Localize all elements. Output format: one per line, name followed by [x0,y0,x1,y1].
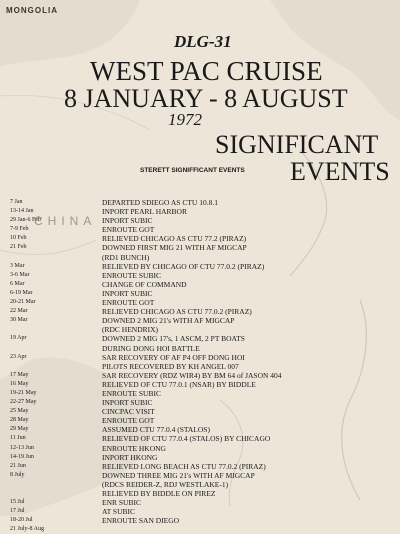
event-date: 28 May [10,417,29,424]
event-date: 3-6 Mar [10,271,30,278]
event-date: 7 Jan [10,199,23,205]
event-text: DOWNED 2 MIG 21's WITH AF MIGCAP [102,316,235,326]
event-row [10,525,400,534]
event-row [10,243,400,252]
event-date: 25 May [10,408,29,415]
event-date: 17 May [10,371,29,378]
event-row [10,416,400,425]
event-row [10,216,400,225]
event-date: 15 Jul [10,499,25,506]
event-date: 11 Jun [10,435,26,442]
event-row [10,480,400,489]
event-date: 7-9 Feb [10,226,29,233]
event-date: 19 Apr [10,335,27,342]
ship-designation: DLG-31 [174,32,232,51]
event-row [10,234,400,243]
event-text: INPORT SUBIC [102,216,153,226]
event-row [10,380,400,389]
event-date: 3 Mar [10,262,25,269]
event-text: RELIEVED BY CHICAGO OF CTU 77.0.2 (PIRAZ) [102,261,265,271]
event-date: 18-20 Jul [10,517,33,524]
event-text: DOWNED FIRST MIG 21 WITH AF MIGCAP [102,243,247,253]
event-row [10,371,400,380]
event-text: RELIEVED OF CTU 77.0.1 (NSAR) BY BIDDLE [102,379,256,389]
event-text: RELIEVED LONG BEACH AS CTU 77.0.2 (PIRAZ) [102,461,266,471]
event-date: 12-13 Jun [10,444,34,451]
event-text: INPORT SUBIC [102,398,153,408]
event-row [10,225,400,234]
event-text: CINCPAC VISIT [102,407,155,417]
event-text: CHANGE OF COMMAND [102,279,187,289]
event-text: INPORT PEARL HARBOR [102,207,187,217]
event-text: ENR SUBIC [102,498,141,508]
map-label-mongolia: MONGOLIA [6,6,58,15]
event-row [10,489,400,498]
year: 1972 [168,110,202,129]
event-row [10,444,400,453]
event-text: DURING DONG HOI BATTLE [102,343,200,353]
event-date: 20-21 Mar [10,299,36,306]
event-row [10,344,400,353]
event-text: SAR RECOVERY OF AF P4 OFF DONG HOI [102,352,245,362]
event-row [10,516,400,525]
event-text: ENROUTE SUBIC [102,270,161,280]
map-label-china: CHINA [34,214,97,228]
event-row [10,271,400,280]
event-text: AT SUBIC [102,507,135,517]
event-row [10,207,400,216]
title-line-1: WEST PAC CRUISE [90,56,323,86]
event-row [10,198,400,207]
event-text: RELIEVED BY BIDDLE ON PIREZ [102,489,216,498]
event-row [10,507,400,516]
event-date: 21 July-8 Aug [10,526,45,533]
event-date: 17 Jul [10,508,25,515]
event-row [10,307,400,316]
event-row [10,398,400,407]
event-date: 21 Jun [10,462,26,469]
event-date: 29 Jan-6 Feb [10,217,41,224]
event-row [10,425,400,434]
event-date: 6 Mar [10,280,25,287]
event-row [10,262,400,271]
event-text: RELIEVED CHICAGO AS CTU 77.2 (PIRAZ) [102,234,247,244]
event-date: 21 Feb [10,244,27,251]
event-text: ENROUTE HKONG [102,443,166,453]
event-date: 23 Apr [10,353,27,360]
event-date: 8 July [10,471,25,478]
event-date: 22 Mar [10,308,28,315]
event-date: 29 May [10,426,29,433]
event-row [10,289,400,298]
event-row [10,362,400,371]
event-text: ENROUTE SUBIC [102,388,161,398]
event-row [10,253,400,262]
event-row [10,325,400,334]
event-text: SAR RECOVERY (RDZ WIR4) BY BM 64 of JASON 404 [102,370,282,380]
event-text: ENROUTE GOT [102,225,155,235]
event-date: 16 May [10,380,29,387]
event-row [10,280,400,289]
event-row [10,471,400,480]
event-text: (RDC HENDRIX) [102,325,159,335]
event-text: ENROUTE GOT [102,416,155,426]
event-text: ENROUTE SAN DIEGO [102,516,180,526]
event-date: 22-27 May [10,399,37,406]
event-date: 14-19 Jun [10,453,34,460]
event-text: PILOTS RECOVERED BY KH ANGEL 007 [102,361,239,371]
event-date: 6-19 Mar [10,289,33,296]
event-text: (RD1 BUNCH) [102,252,150,262]
event-row [10,434,400,443]
event-text: (RDCS REIDER-Z, RDJ WESTLAKE-1) [102,479,229,489]
event-row [10,498,400,507]
event-row [10,453,400,462]
event-date: 13-14 Jan [10,208,34,215]
title-line-2: 8 JANUARY - 8 AUGUST [64,84,348,113]
event-text: DOWNED 2 MIG 17's, 1 ASCM, 2 PT BOATS [102,334,245,344]
heading-events: EVENTS [290,157,390,186]
event-date: 19-21 May [10,389,37,396]
heading-significant: SIGNIFICANT [215,130,379,159]
event-text: ASSUMED CTU 77.0.4 (STALOS) [102,425,210,435]
events-list [10,198,400,534]
event-text: INPORT SUBIC [102,288,153,298]
event-row [10,334,400,343]
event-text: RELIEVED CHICAGO AS CTU 77.0.2 (PIRAZ) [102,307,252,317]
event-row [10,407,400,416]
event-row [10,316,400,325]
event-text: ENROUTE GOT [102,298,155,308]
event-text: RELIEVED OF CTU 77.0.4 (STALOS) BY CHICAGO [102,434,271,444]
event-row [10,353,400,362]
event-date: 10 Feb [10,235,27,242]
event-date: 30 Mar [10,317,28,324]
event-text: DEPARTED SDIEGO AS CTU 10.8.1 [102,198,218,207]
event-row [10,298,400,307]
subtitle: STERETT SIGNIFFICANT EVENTS [140,167,245,174]
event-text: INPORT HKONG [102,452,158,462]
event-row [10,389,400,398]
event-row [10,462,400,471]
event-text: DOWNED THREE MIG 21's WITH AF MIGCAP [102,470,255,480]
